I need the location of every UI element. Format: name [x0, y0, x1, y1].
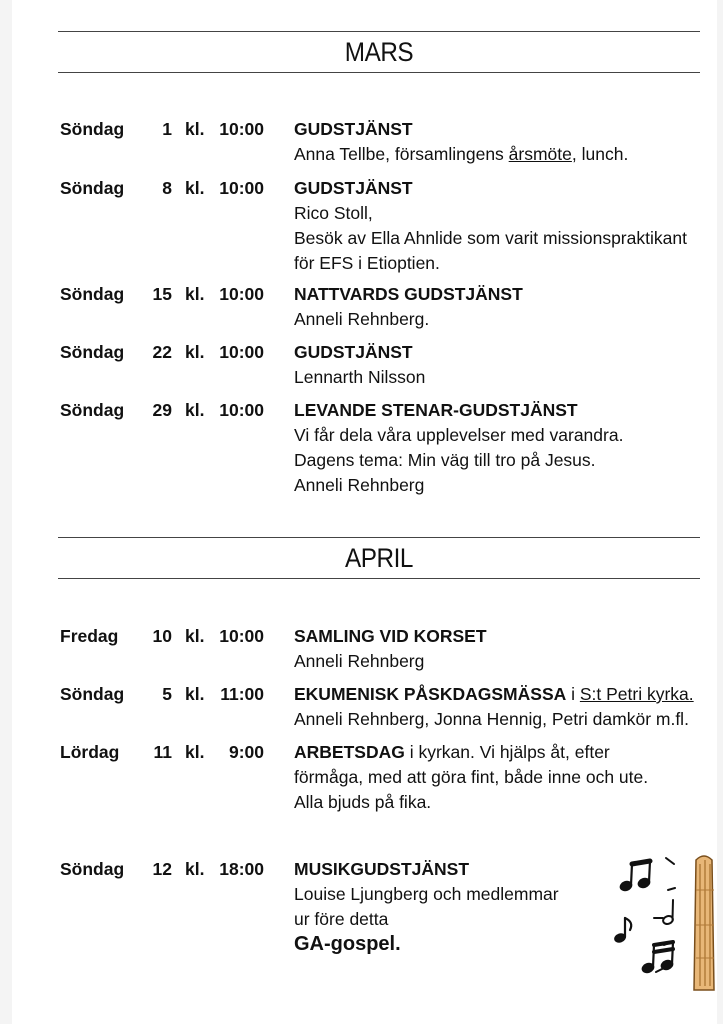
event-line: Alla bjuds på fika. — [294, 792, 432, 812]
event-date: 12 — [152, 859, 172, 879]
event-kl: kl. — [185, 119, 205, 139]
event-date: 10 — [152, 626, 172, 646]
event-description — [294, 624, 714, 674]
event-title: ARBETSDAG — [294, 742, 405, 762]
event-day: Söndag — [60, 400, 125, 420]
event-description — [294, 282, 714, 332]
event-kl: kl. — [185, 859, 205, 879]
event-time: 10:00 — [219, 342, 264, 362]
event-title: LEVANDE STENAR-GUDSTJÄNST — [294, 400, 578, 420]
arsmote-link[interactable]: årsmöte — [508, 144, 572, 164]
event-time: 11:00 — [220, 684, 264, 704]
event-line: förmåga, med att göra fint, både inne och ute. — [294, 767, 649, 787]
event-time: 10:00 — [219, 626, 264, 646]
event-description — [294, 176, 714, 276]
event-line: för EFS i Etioptien. — [294, 253, 440, 273]
event-title-suffix: i kyrkan. Vi hjälps åt, efter — [404, 742, 610, 762]
event-date: 8 — [162, 178, 172, 198]
event-time: 18:00 — [219, 859, 264, 879]
event-date: 1 — [162, 119, 172, 139]
event-description — [294, 117, 714, 167]
event-line: Lennarth Nilsson — [294, 367, 426, 387]
event-day: Söndag — [60, 119, 125, 139]
event-title-suffix: i — [566, 684, 580, 704]
event-title: GUDSTJÄNST — [294, 119, 413, 139]
month-header-mars — [58, 31, 700, 73]
event-time: 10:00 — [219, 119, 264, 139]
event-title: SAMLING VID KORSET — [294, 626, 487, 646]
event-title: GUDSTJÄNST — [294, 178, 413, 198]
event-title: NATTVARDS GUDSTJÄNST — [294, 284, 523, 304]
event-time: 9:00 — [228, 742, 264, 762]
event-kl: kl. — [185, 342, 205, 362]
event-line: Anneli Rehnberg, Jonna Hennig, Petri damkör m.fl. — [294, 709, 689, 729]
event-day: Söndag — [60, 859, 125, 879]
month-header-april — [58, 537, 700, 579]
event-title: MUSIKGUDSTJÄNST — [294, 859, 470, 879]
event-day: Söndag — [60, 684, 125, 704]
event-line-text: Anna Tellbe, församlingens — [294, 144, 509, 164]
event-date: 29 — [152, 400, 172, 420]
event-line: Anneli Rehnberg — [294, 651, 425, 671]
event-kl: kl. — [185, 684, 205, 704]
document-page — [12, 0, 717, 1024]
event-date: 11 — [153, 742, 172, 762]
event-line: Besök av Ella Ahnlide som varit missionspraktikant — [294, 228, 687, 248]
event-line: Anneli Rehnberg — [294, 475, 425, 495]
event-day: Fredag — [60, 626, 119, 646]
event-date: 15 — [152, 284, 172, 304]
event-kl: kl. — [185, 626, 205, 646]
event-date: 22 — [152, 342, 172, 362]
event-highlight-line: GA-gospel. — [294, 933, 401, 955]
event-day: Lördag — [60, 742, 120, 762]
event-kl: kl. — [185, 400, 205, 420]
event-description — [294, 340, 714, 390]
month-title: APRIL — [344, 543, 413, 573]
event-description — [294, 682, 714, 732]
event-line: Anneli Rehnberg. — [294, 309, 430, 329]
event-line: Rico Stoll, — [294, 203, 373, 223]
month-title: MARS — [344, 37, 414, 67]
event-day: Söndag — [60, 284, 125, 304]
event-description — [294, 740, 714, 815]
event-day: Söndag — [60, 178, 125, 198]
event-title-line — [294, 682, 714, 707]
st-petri-kyrka-link[interactable]: S:t Petri kyrka. — [579, 684, 694, 704]
event-line: Dagens tema: Min väg till tro på Jesus. — [294, 450, 596, 470]
event-line: Vi får dela våra upplevelser med varandra. — [294, 425, 624, 445]
event-line: Louise Ljungberg och medlemmar — [294, 884, 559, 904]
event-kl: kl. — [185, 742, 205, 762]
music-notes-and-organ-pipes-icon — [608, 850, 718, 1000]
event-kl: kl. — [185, 284, 205, 304]
event-date: 5 — [162, 684, 172, 704]
event-title-line — [294, 740, 714, 765]
event-line — [294, 142, 714, 167]
event-time: 10:00 — [219, 400, 264, 420]
event-kl: kl. — [185, 178, 205, 198]
event-title: EKUMENISK PÅSKDAGSMÄSSA — [294, 684, 567, 704]
event-time: 10:00 — [219, 178, 264, 198]
event-line: ur före detta — [294, 909, 389, 929]
event-day: Söndag — [60, 342, 125, 362]
event-line-text: , lunch. — [571, 144, 629, 164]
event-time: 10:00 — [219, 284, 264, 304]
event-title: GUDSTJÄNST — [294, 342, 413, 362]
event-description — [294, 398, 714, 498]
